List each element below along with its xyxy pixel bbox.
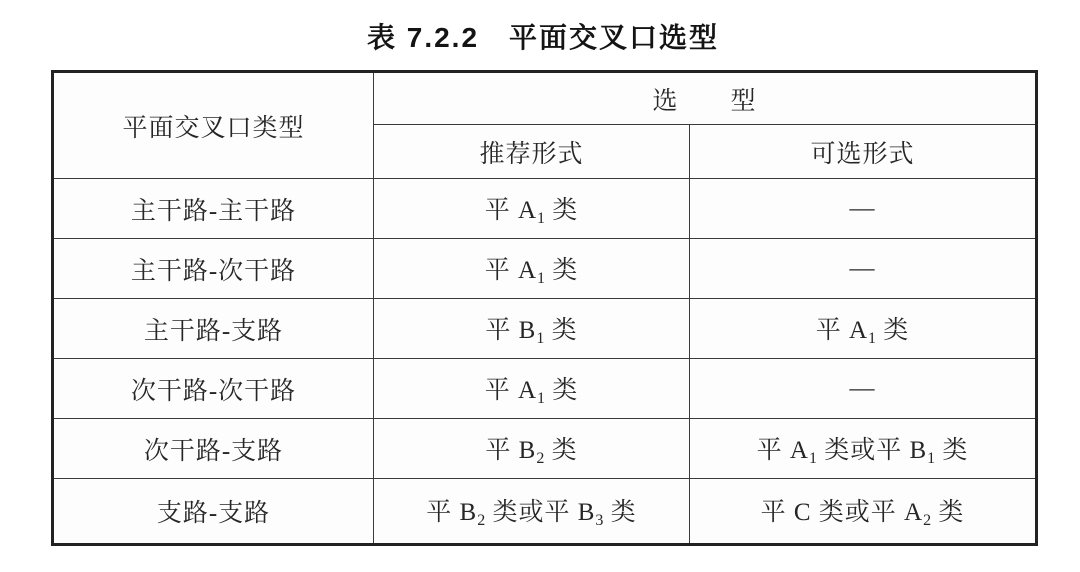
recommended-cell: 平 $B_2$ 类 [374, 419, 690, 479]
table-row [53, 359, 1037, 419]
header-selection-group: 选 型 [374, 72, 1037, 125]
row-type-cell: 支路-支路 [53, 479, 374, 545]
table-row [53, 299, 1037, 359]
header-intersection-type: 平面交叉口类型 [53, 72, 374, 179]
optional-cell: 平 $A_1$ 类或平 $B_1$ 类 [690, 419, 1037, 479]
table-row [53, 479, 1037, 545]
header-recommended-form: 推荐形式 [374, 125, 690, 179]
table-row [53, 239, 1037, 299]
row-type-cell: 次干路-支路 [53, 419, 374, 479]
row-type-cell: 主干路-次干路 [53, 239, 374, 299]
table-row [53, 179, 1037, 239]
recommended-cell: 平 $A_1$ 类 [374, 239, 690, 299]
optional-cell: 平 C 类或平 $A_2$ 类 [690, 479, 1037, 545]
recommended-cell: 平 $B_1$ 类 [374, 299, 690, 359]
recommended-cell: 平 $B_2$ 类或平 $B_3$ 类 [374, 479, 690, 545]
table-row [53, 419, 1037, 479]
intersection-selection-table [51, 70, 1038, 546]
optional-cell: — [690, 179, 1037, 239]
recommended-cell: 平 $A_1$ 类 [374, 179, 690, 239]
row-type-cell: 主干路-主干路 [53, 179, 374, 239]
optional-cell: — [690, 239, 1037, 299]
optional-cell: 平 $A_1$ 类 [690, 299, 1037, 359]
recommended-cell: 平 $A_1$ 类 [374, 359, 690, 419]
optional-cell: — [690, 359, 1037, 419]
table-caption: 表 7.2.2 平面交叉口选型 [366, 22, 720, 53]
row-type-cell: 主干路-支路 [53, 299, 374, 359]
header-optional-form: 可选形式 [690, 125, 1037, 179]
row-type-cell: 次干路-次干路 [53, 359, 374, 419]
